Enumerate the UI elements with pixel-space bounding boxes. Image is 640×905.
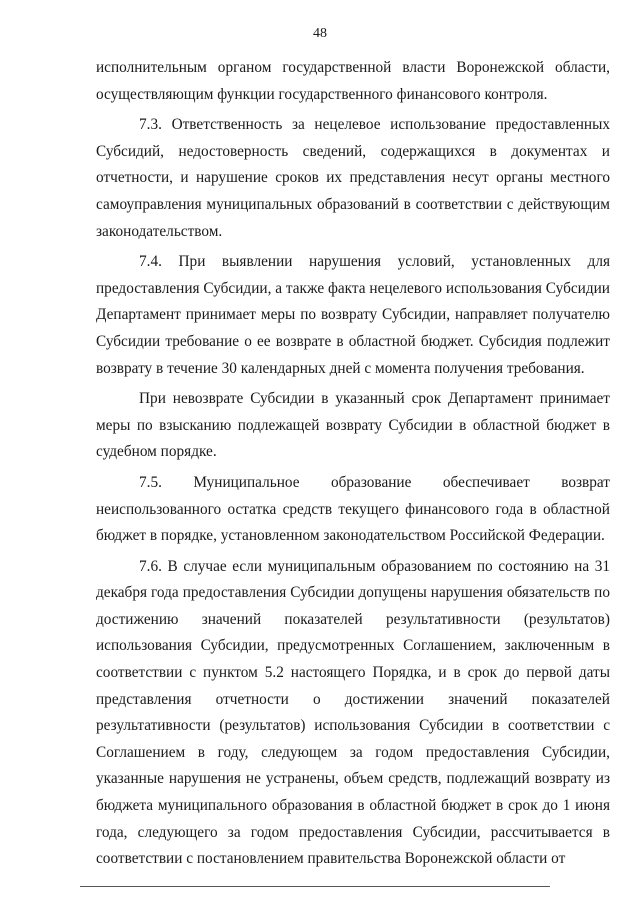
document-body	[96, 55, 610, 873]
paragraph-continuation: исполнительным органом государственной власти Воронежской области, осуществляющим функции государственного финансового контроля.	[96, 59, 610, 103]
bottom-divider	[80, 886, 550, 887]
paragraph-7-4-continued: При невозврате Субсидии в указанный срок Департамент принимает меры по взысканию подлежащей возврату Субсидии в областной бюджет в судебном порядке.	[96, 390, 610, 461]
page-number: 48	[313, 26, 327, 41]
paragraph-7-3: 7.3. Ответственность за нецелевое использование предоставленных Субсидий, недостоверность сведений, содержащихся в документах и отчетности, и нарушение сроков их представления несут органы местного самоуправления муниципальных образований в соответствии с действующим законодательством.	[96, 116, 610, 240]
paragraph-7-6: 7.6. В случае если муниципальным образованием по состоянию на 31 декабря года предоставления Субсидии допущены нарушения обязательств по достижению значений показателей результативности (результатов) использования Субсидии, предусмотренных Соглашением, заключенным в соответствии с пунктом 5.2 настоящего Порядка, и в срок до первой даты представления отчетности о достижении значений показателей результативности (результатов) использования Субсидии в соответствии с Соглашением в году, следующем за годом предоставления Субсидии, указанные нарушения не устранены, объем средств, подлежащий возврату из бюджета муниципального образования в областной бюджет в срок до 1 июня года, следующего за годом предоставления Субсидии, рассчитывается в соответствии с постановлением правительства Воронежской области от	[96, 557, 610, 868]
paragraph-7-5: 7.5. Муниципальное образование обеспечивает возврат неиспользованного остатка средств текущего финансового года в областной бюджет в порядке, установленном законодательством Российской Федерации.	[96, 473, 610, 545]
paragraph-7-4: 7.4. При выявлении нарушения условий, установленных для предоставления Субсидии, а также факта нецелевого использования Субсидии Департамент принимает меры по возврату Субсидии, направляет получателю Субсидии требование о ее возврате в областной бюджет. Субсидия подлежит возврату в течение 30 календарных дней с момента получения требования.	[96, 253, 610, 377]
